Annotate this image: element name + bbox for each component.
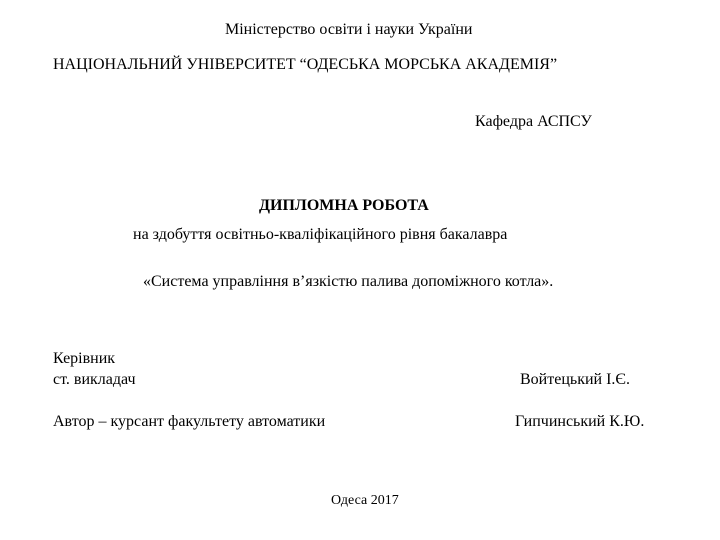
ministry-name: Міністерство освіти і науки України [225, 21, 473, 38]
supervisor-role: ст. викладач [53, 371, 136, 388]
city-year: Одеса 2017 [331, 493, 399, 508]
supervisor-label: Керівник [53, 350, 116, 367]
thesis-title: ДИПЛОМНА РОБОТА [259, 197, 429, 214]
author-label: Автор – курсант факультету автоматики [53, 413, 326, 430]
supervisor-name: Войтецький І.Є. [520, 371, 630, 388]
university-name: НАЦІОНАЛЬНИЙ УНІВЕРСИТЕТ “ОДЕСЬКА МОРСЬКА АКАДЕМІЯ” [53, 56, 558, 73]
department-name: Кафедра АСПСУ [475, 113, 592, 130]
author-name: Гипчинський К.Ю. [515, 413, 645, 430]
thesis-topic: «Система управління в’язкістю палива допоміжного котла». [143, 273, 554, 290]
degree-text: на здобуття освітньо-кваліфікаційного рівня бакалавра [133, 226, 508, 243]
